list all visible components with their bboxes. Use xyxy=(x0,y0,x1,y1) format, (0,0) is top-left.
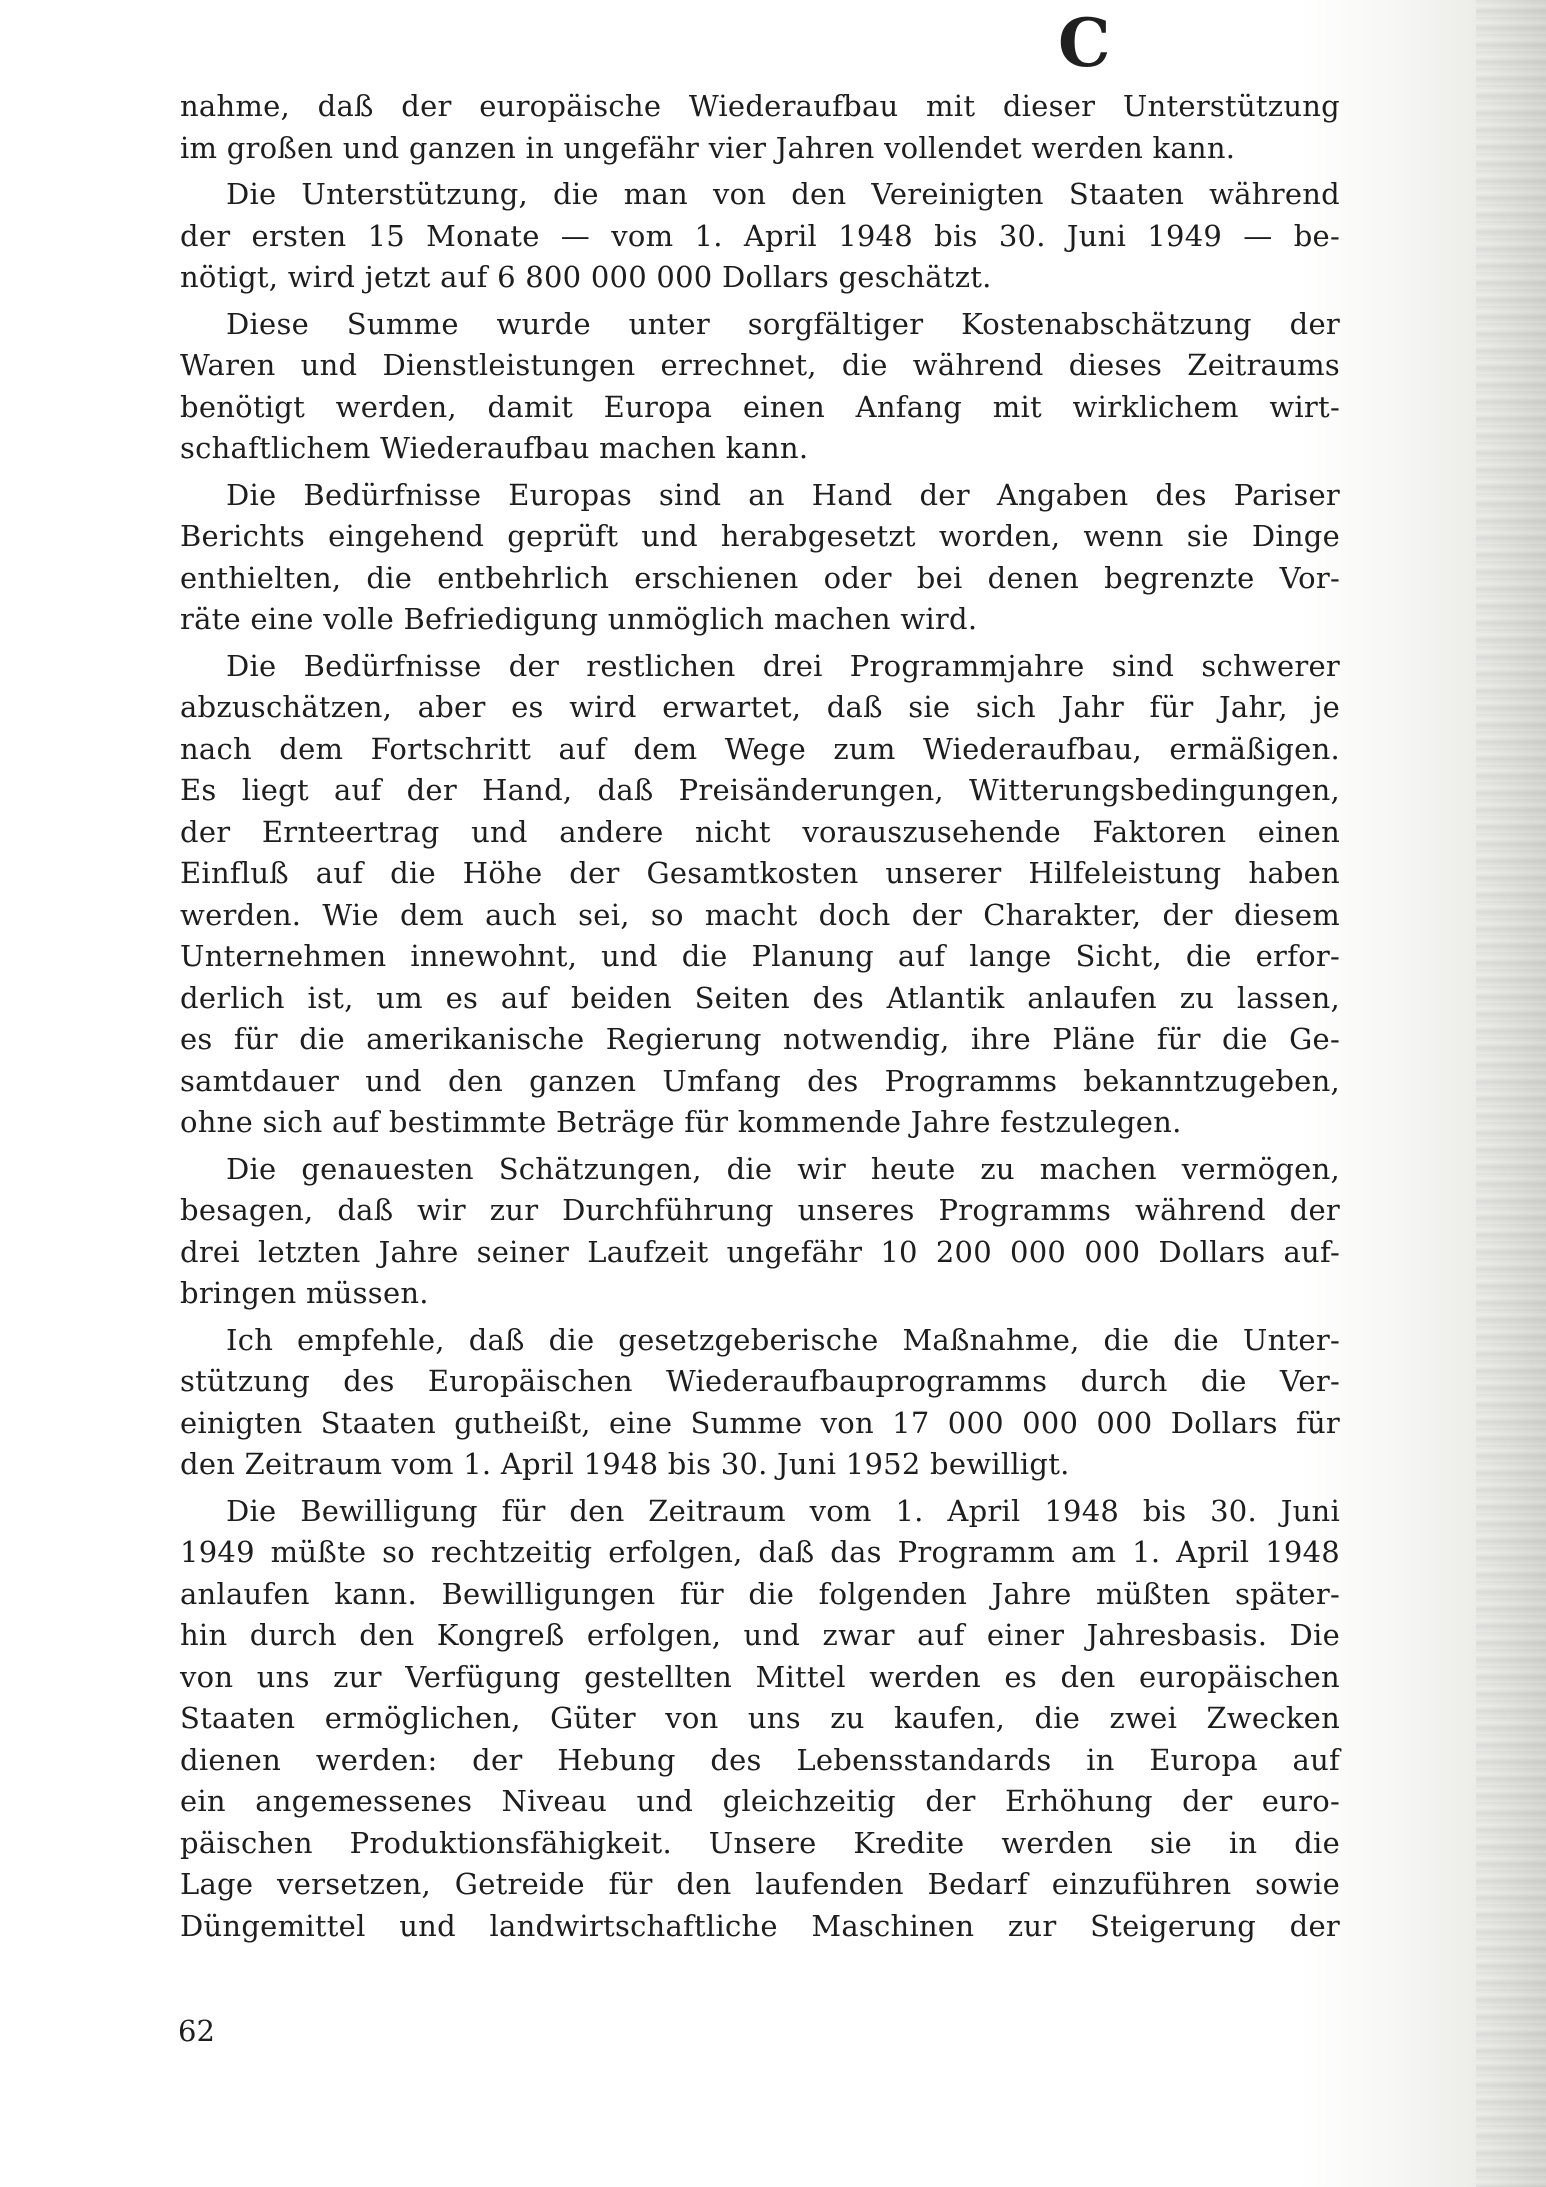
text-line: Ich empfehle, daß die gesetzgeberische Maßnahme, die die Unter- xyxy=(226,1322,1340,1357)
body-text xyxy=(180,86,1340,1947)
paragraph xyxy=(180,646,1340,1144)
text-line: stützung des Europäischen Wiederaufbauprogramms durch die Ver- xyxy=(180,1364,1340,1398)
paragraph xyxy=(180,1320,1340,1486)
text-line: nahme, daß der europäische Wiederaufbau mit dieser Unterstützung xyxy=(180,89,1340,123)
page-number: 62 xyxy=(178,2014,215,2048)
paragraph xyxy=(180,1149,1340,1315)
text-line: nach dem Fortschritt auf dem Wege zum Wiederaufbau, ermäßigen. xyxy=(180,731,1340,766)
text-line: der ersten 15 Monate — vom 1. April 1948 bis 30. Juni 1949 — be- xyxy=(180,218,1340,253)
paragraph xyxy=(180,86,1340,169)
text-line: Waren und Dienstleistungen errechnet, die während dieses Zeitraums xyxy=(180,348,1340,382)
paragraph xyxy=(180,174,1340,299)
text-line: Einfluß auf die Höhe der Gesamtkosten unserer Hilfeleistung haben xyxy=(180,856,1340,890)
text-line: hin durch den Kongreß erfolgen, und zwar auf einer Jahresbasis. Die xyxy=(180,1618,1340,1652)
text-line: Berichts eingehend geprüft und herabgesetzt worden, wenn sie Dinge xyxy=(180,519,1340,553)
text-line: Die genauesten Schätzungen, die wir heute zu machen vermögen, xyxy=(226,1151,1340,1186)
paragraph xyxy=(180,304,1340,470)
text-line: Es liegt auf der Hand, daß Preisänderungen, Witterungsbedingungen, xyxy=(180,773,1340,807)
text-line: benötigt werden, damit Europa einen Anfang mit wirklichem wirt- xyxy=(180,389,1340,424)
text-line: Die Bedürfnisse der restlichen drei Programmjahre sind schwerer xyxy=(226,648,1340,683)
text-line: nötigt, wird jetzt auf 6 800 000 000 Dollars geschätzt. xyxy=(180,260,992,294)
text-line: abzuschätzen, aber es wird erwartet, daß sie sich Jahr für Jahr, je xyxy=(180,690,1340,724)
paragraph xyxy=(180,475,1340,641)
text-line: dienen werden: der Hebung des Lebensstandards in Europa auf xyxy=(180,1742,1340,1777)
paragraph xyxy=(180,1491,1340,1948)
text-line: den Zeitraum vom 1. April 1948 bis 30. Juni 1952 bewilligt. xyxy=(180,1447,1070,1481)
text-line: ein angemessenes Niveau und gleichzeitig der Erhöhung der euro- xyxy=(180,1784,1340,1818)
text-line: drei letzten Jahre seiner Laufzeit ungefähr 10 200 000 000 Dollars auf- xyxy=(180,1234,1340,1269)
text-line: räte eine volle Befriedigung unmöglich machen wird. xyxy=(180,602,978,636)
corner-mark: C xyxy=(1058,4,1111,82)
text-line: anlaufen kann. Bewilligungen für die folgenden Jahre müßten später- xyxy=(180,1576,1340,1611)
text-line: Düngemittel und landwirtschaftliche Maschinen zur Steigerung der xyxy=(180,1908,1340,1943)
text-line: Diese Summe wurde unter sorgfältiger Kostenabschätzung der xyxy=(226,306,1340,341)
text-line: samtdauer und den ganzen Umfang des Programms bekanntzugeben, xyxy=(180,1063,1340,1098)
text-line: es für die amerikanische Regierung notwendig, ihre Pläne für die Ge- xyxy=(180,1022,1340,1056)
text-line: Lage versetzen, Getreide für den laufenden Bedarf einzuführen sowie xyxy=(180,1867,1340,1901)
text-line: päischen Produktionsfähigkeit. Unsere Kredite werden sie in die xyxy=(180,1825,1340,1860)
text-line: enthielten, die entbehrlich erschienen oder bei denen begrenzte Vor- xyxy=(180,560,1340,595)
text-line: der Ernteertrag und andere nicht vorauszusehende Faktoren einen xyxy=(180,814,1340,849)
text-line: besagen, daß wir zur Durchführung unseres Programms während der xyxy=(180,1193,1340,1227)
text-line: Die Bedürfnisse Europas sind an Hand der Angaben des Pariser xyxy=(226,477,1340,512)
text-line: Die Unterstützung, die man von den Vereinigten Staaten während xyxy=(226,177,1340,211)
text-line: 1949 müßte so rechtzeitig erfolgen, daß das Programm am 1. April 1948 xyxy=(180,1535,1340,1569)
text-line: Unternehmen innewohnt, und die Planung auf lange Sicht, die erfor- xyxy=(180,939,1340,973)
text-line: im großen und ganzen in ungefähr vier Jahren vollendet werden kann. xyxy=(180,130,1236,165)
text-line: von uns zur Verfügung gestellten Mittel werden es den europäischen xyxy=(180,1659,1340,1694)
page-edge-shadow xyxy=(1476,0,1546,2187)
text-line: derlich ist, um es auf beiden Seiten des Atlantik anlaufen zu lassen, xyxy=(180,980,1340,1015)
text-line: Staaten ermöglichen, Güter von uns zu kaufen, die zwei Zwecken xyxy=(180,1701,1340,1735)
text-line: schaftlichem Wiederaufbau machen kann. xyxy=(180,431,809,465)
text-line: einigten Staaten gutheißt, eine Summe von 17 000 000 000 Dollars für xyxy=(180,1405,1340,1440)
text-line: werden. Wie dem auch sei, so macht doch der Charakter, der diesem xyxy=(180,897,1340,932)
text-line: ohne sich auf bestimmte Beträge für kommende Jahre festzulegen. xyxy=(180,1105,1182,1139)
text-line: Die Bewilligung für den Zeitraum vom 1. April 1948 bis 30. Juni xyxy=(226,1493,1340,1528)
text-line: bringen müssen. xyxy=(180,1276,429,1310)
